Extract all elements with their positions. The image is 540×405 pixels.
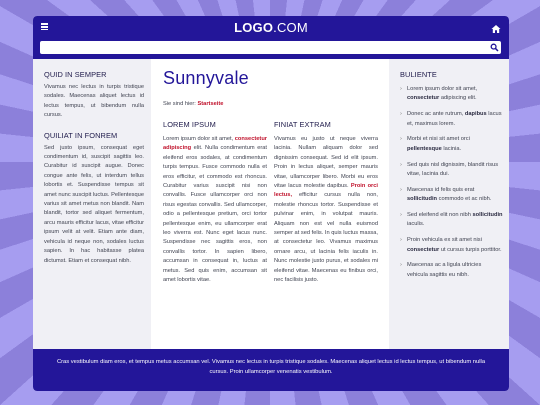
column-text-after: efficitur cursus nulla non, molestie rhoncus tortor. Suspendisse et pulvinar enim, in volutpat mauris. Aliquam non est vel nulla euismod semper at sed felis. In quis luctus massa, at consectetur leo. Vivamus maximus ornare arcu, ut lacinia felis iaculis in. Nunc molestie justo purus, et sodales mi eleifend vitae. Maecenas eu finibus orci, nec facilisis justo. <box>274 192 378 284</box>
list-item <box>400 85 503 104</box>
left-section-heading: QUID IN SEMPER <box>44 70 107 79</box>
right-sidebar <box>389 59 509 349</box>
site-logo[interactable] <box>33 20 509 35</box>
logo-bold: LOGO <box>234 20 274 35</box>
list-item-bold: sollicitudin <box>472 212 503 219</box>
top-bar <box>33 16 509 59</box>
list-item-text: ut cursus turpis porttitor. <box>440 246 502 253</box>
column-text <box>163 135 267 286</box>
content-column-finiat <box>274 120 378 286</box>
search-button[interactable] <box>488 41 501 54</box>
breadcrumb <box>163 101 223 107</box>
list-item-text: iaculis. <box>407 221 425 228</box>
page-title: Sunnyvale <box>163 68 249 88</box>
list-item-text: Sed eleifend elit non nibh <box>407 212 471 219</box>
list-item <box>400 135 503 154</box>
search-icon <box>490 43 499 52</box>
column-highlight: Proin orci lectus, <box>274 183 379 199</box>
column-text <box>274 135 378 286</box>
column-text-after: elit. Nulla condimentum erat eleifend eros sodales, at condimentum turpis tempus. Fusce commodo nulla et eros efficitur, et commodo est rhoncus. Curabitur varius suscipit nisi non convallis. Fusce ullamcorper orci non risus egestas convallis. Sed ullamcorper, odio a pellentesque pretium, orci tortor pellentesque enim, eu ullamcorper erat leo viverra est. Nunc eget lacus nunc. Suspendisse nec sagittis eros, non convallis tortor. In sapien libero, accumsan in consequat in, luctus at metus. Sed quis enim, accumsan sit amet lobortis vitae. <box>163 145 267 284</box>
chevron-right-icon: › <box>400 237 402 244</box>
list-item <box>400 236 503 255</box>
list-item-text: Donec ac ante rutrum, <box>407 111 464 118</box>
chevron-right-icon: › <box>400 262 402 269</box>
list-item <box>400 261 503 280</box>
left-section-text: Vivamus nec lectus in turpis tristique sodales. Maecenas aliquet lectus id lectus tempus, ut bibendum nulla cursus. <box>44 84 144 119</box>
list-item-bold: dapibus <box>464 111 487 118</box>
list-item-text: commodo et ac nibh. <box>438 196 492 203</box>
list-item-text: adipiscing elit. <box>440 95 477 102</box>
chevron-right-icon: › <box>400 212 402 219</box>
page-frame <box>33 16 509 391</box>
list-item-text: Maecenas id felis quis erat <box>407 186 475 193</box>
column-heading: FINIAT EXTRAM <box>274 120 331 129</box>
column-text-before: Lorem ipsum dolor sit amet, <box>163 136 234 142</box>
list-item-text: Proin vehicula ex sit amet nisi <box>407 237 482 244</box>
list-item-bold: pellentesque <box>407 145 442 152</box>
logo-light: .COM <box>273 20 308 35</box>
list-item-bold: consectetur <box>407 95 440 102</box>
content-column-lorem <box>163 120 267 286</box>
left-section-text: Sed justo ipsum, consequat eget condimentum id, suscipit sagittis leo. Curabitur id suscipit augue. Donec congue ante felis, ut interdum tellus lobortis et. Suspendisse tempus sit amet nunc suscipit luctus. Pellentesque varius sit amet metus non blandit. Nam blandit, tortor sed aliquet fermentum, arcu mauris efficitur lacus, vitae efficitur ipsum velit at velit. Etiam ante diam, vehicula id neque non, sodales luctus sapien. In hac habitasse platea dictumst. Etiam et consequat nibh. <box>44 144 144 264</box>
column-highlight: consectetur adipiscing <box>163 136 268 152</box>
home-icon[interactable] <box>491 21 501 31</box>
list-item-bold: sollicitudin <box>407 196 438 203</box>
breadcrumb-link-home[interactable]: Startseite <box>197 101 224 107</box>
column-heading: LOREM IPSUM <box>163 120 216 129</box>
list-item-text: Maecenas ac a ligula ultricies vehicula sagittis eu nibh. <box>407 262 482 278</box>
list-item <box>400 186 503 205</box>
list-item-text: lacus et, maximus lorem. <box>407 111 502 127</box>
chevron-right-icon: › <box>400 186 402 193</box>
column-text-before: Vivamus eu justo ut neque viverra lacinia. Nullam aliquam dolor sed dignissim consequat. Sed id elit ipsum. Proin in lectus aliquet, semper mauris vitae, ullamcorper libero. Morbi eu eros vitae lacus molestie dapibus. <box>274 136 378 190</box>
list-item-text: lacinia. <box>443 145 462 152</box>
footer-text: Cras vestibulum diam eros, et tempus metus accumsan vel. Vivamus nec lectus in turpis tristique sodales. Maecenas aliquet lectus id lectus tempus, ut bibendum nulla cursus. Proin ullamcorper venenatis vestibulum. <box>56 359 486 375</box>
list-item-text: Lorem ipsum dolor sit amet, <box>407 86 478 92</box>
chevron-right-icon: › <box>400 111 402 118</box>
list-item <box>400 110 503 129</box>
breadcrumb-prefix: Sie sind hier: <box>163 101 196 107</box>
left-section-heading: QUILIAT IN FONREM <box>44 130 118 140</box>
search-input[interactable] <box>40 41 489 54</box>
chevron-right-icon: › <box>400 86 402 92</box>
left-sidebar <box>33 59 151 349</box>
list-item-text: Morbi et nisi sit amet orci <box>407 136 470 143</box>
bullet-list <box>400 85 503 280</box>
list-item-bold: consectetur <box>407 246 440 253</box>
list-item <box>400 211 503 230</box>
footer <box>33 349 509 391</box>
list-item <box>400 161 503 180</box>
chevron-right-icon: › <box>400 136 402 143</box>
right-sidebar-heading: BULIENTE <box>400 70 437 79</box>
list-item-text: Sed quis nisl dignissim, blandit risus vitae, lacinia dui. <box>407 161 499 178</box>
main-content <box>151 59 389 349</box>
chevron-right-icon: › <box>400 161 402 168</box>
